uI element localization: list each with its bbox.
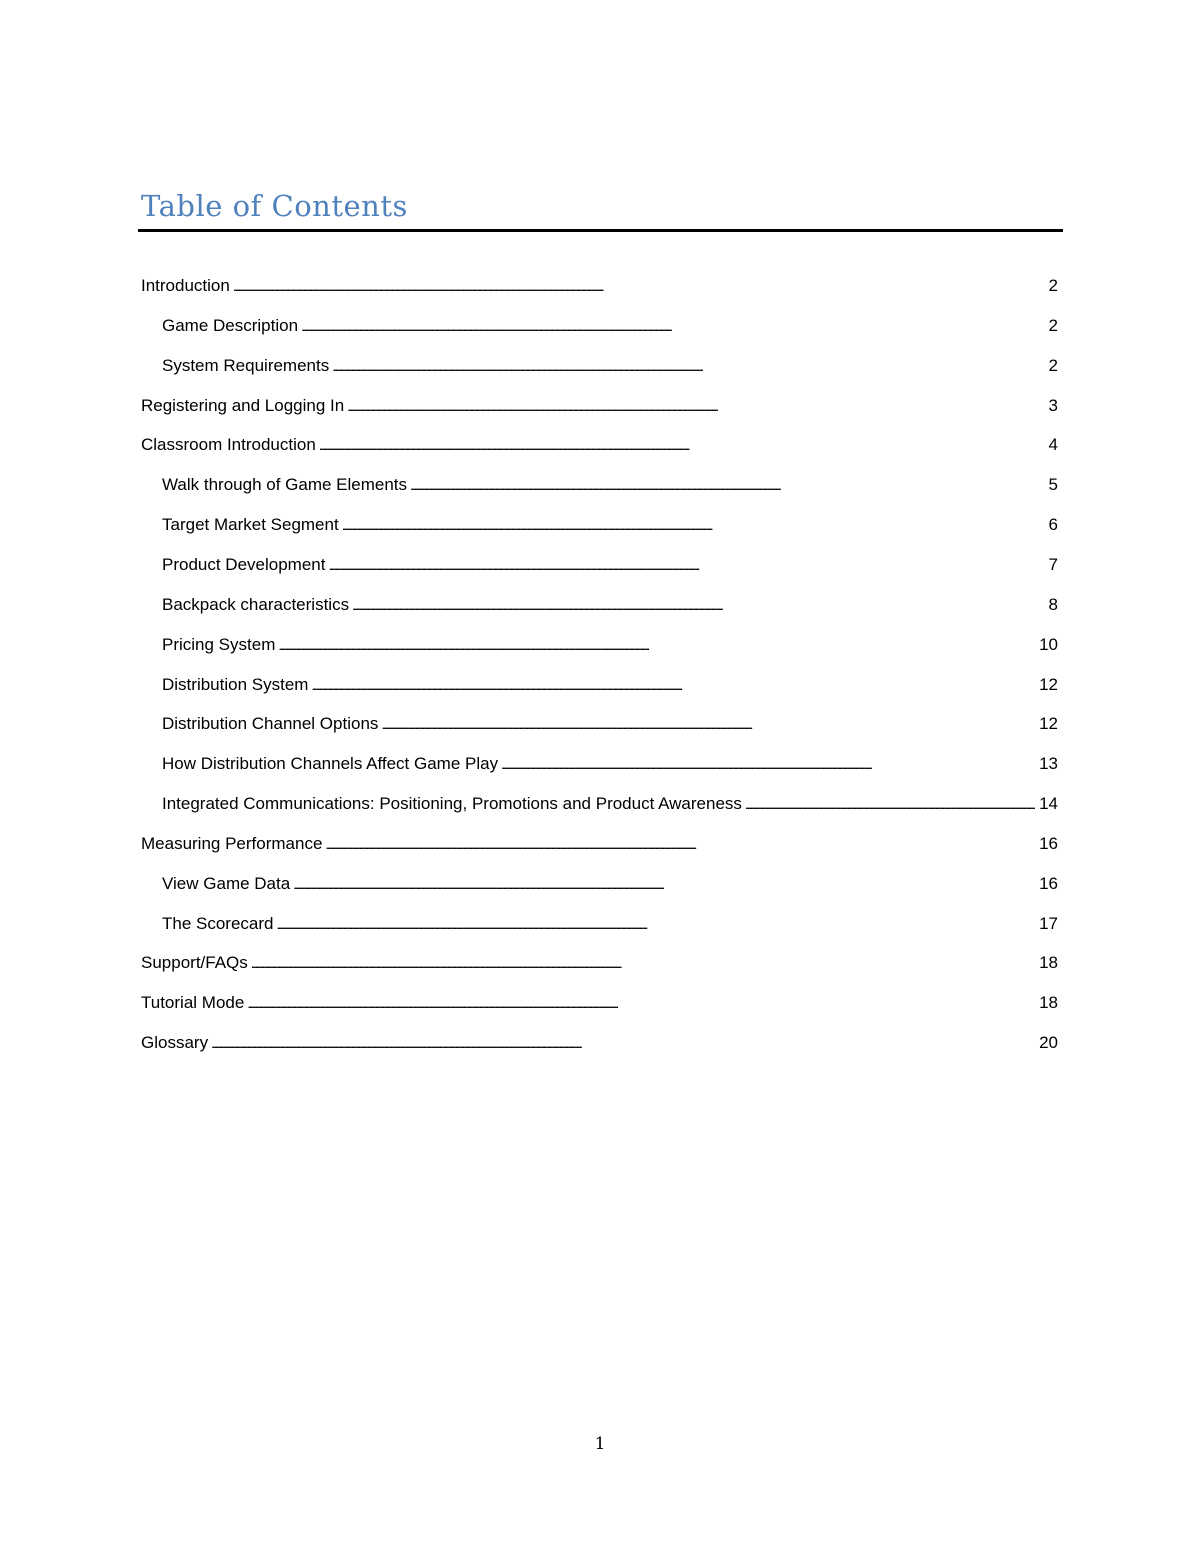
dot-leader — [328, 553, 1044, 578]
dot-leader — [301, 314, 1044, 339]
toc-entry-label: Pricing System — [162, 635, 276, 654]
toc-entry[interactable] — [141, 990, 1058, 1016]
toc-entry[interactable] — [141, 831, 1058, 857]
toc-entry-label: Product Development — [162, 555, 326, 574]
toc-entry-page-number: 8 — [1048, 595, 1058, 614]
toc-entry-page-number: 17 — [1039, 914, 1058, 933]
dot-leader — [745, 792, 1035, 817]
dot-leader — [352, 593, 1044, 618]
dot-leader — [247, 991, 1035, 1016]
toc-entry[interactable] — [162, 472, 1058, 498]
toc-entry-label: Registering and Logging In — [141, 396, 345, 415]
dot-leader — [342, 513, 1045, 538]
toc-entry-label: View Game Data — [162, 874, 291, 893]
toc-entry-page-number: 2 — [1048, 276, 1058, 295]
toc-entry-label: Glossary — [141, 1033, 209, 1052]
toc-entry[interactable] — [162, 552, 1058, 578]
dot-leader — [311, 673, 1035, 698]
toc-entry-label: Measuring Performance — [141, 834, 323, 853]
toc-entry[interactable] — [162, 313, 1058, 339]
toc-entry[interactable] — [141, 432, 1058, 458]
toc-entry-label: How Distribution Channels Affect Game Play — [162, 754, 499, 773]
toc-entry-label: System Requirements — [162, 356, 330, 375]
toc-entry-page-number: 2 — [1048, 316, 1058, 335]
toc-entry-page-number: 16 — [1039, 834, 1058, 853]
toc-entry-label: Target Market Segment — [162, 515, 339, 534]
toc-entry-label: Integrated Communications: Positioning, Promotions and Product Awareness — [162, 794, 742, 813]
toc-entry-page-number: 10 — [1039, 635, 1058, 654]
toc-entry[interactable] — [162, 751, 1058, 777]
toc-entry-page-number: 12 — [1039, 714, 1058, 733]
toc-entry-label: Classroom Introduction — [141, 435, 316, 454]
dot-leader — [277, 912, 1036, 937]
dot-leader — [319, 433, 1045, 458]
dot-leader — [410, 473, 1045, 498]
toc-entry[interactable] — [162, 592, 1058, 618]
dot-leader — [381, 712, 1035, 737]
toc-entry[interactable] — [162, 672, 1058, 698]
toc-entry-page-number: 5 — [1048, 475, 1058, 494]
toc-entry-page-number: 2 — [1048, 356, 1058, 375]
toc-entry[interactable] — [162, 711, 1058, 737]
toc-entry-label: Walk through of Game Elements — [162, 475, 408, 494]
toc-entry[interactable] — [162, 911, 1058, 937]
toc-entry-label: Distribution System — [162, 675, 309, 694]
toc-entry[interactable] — [141, 1030, 1058, 1056]
toc-entry-page-number: 13 — [1039, 754, 1058, 773]
toc-entry[interactable] — [141, 950, 1058, 976]
dot-leader — [293, 872, 1035, 897]
dot-leader — [501, 752, 1035, 777]
toc-entry-page-number: 3 — [1048, 396, 1058, 415]
toc-entry[interactable] — [162, 791, 1058, 817]
dot-leader — [278, 633, 1035, 658]
toc-entry-page-number: 18 — [1039, 953, 1058, 972]
toc-entry[interactable] — [141, 273, 1058, 299]
page-number: 1 — [594, 1434, 606, 1454]
toc-entry-page-number: 7 — [1048, 555, 1058, 574]
dot-leader — [347, 394, 1044, 419]
toc-entry-label: Game Description — [162, 316, 299, 335]
toc-entry-page-number: 14 — [1039, 794, 1058, 813]
toc-entry-page-number: 20 — [1039, 1033, 1058, 1052]
toc-entry[interactable] — [162, 512, 1058, 538]
toc-entry[interactable] — [162, 632, 1058, 658]
toc-entry-page-number: 16 — [1039, 874, 1058, 893]
toc-entry-label: Backpack characteristics — [162, 595, 350, 614]
toc-entry-page-number: 12 — [1039, 675, 1058, 694]
toc-entry-label: Support/FAQs — [141, 953, 248, 972]
dot-leader — [332, 354, 1044, 379]
toc-entry-label: Introduction — [141, 276, 230, 295]
toc-entry[interactable] — [141, 393, 1058, 419]
dot-leader — [325, 832, 1035, 857]
toc-entry-page-number: 4 — [1048, 435, 1058, 454]
toc-entry-page-number: 6 — [1048, 515, 1058, 534]
toc-entry-label: Tutorial Mode — [141, 993, 245, 1012]
dot-leader — [233, 274, 1045, 299]
heading-underline — [138, 229, 1063, 232]
toc-heading: Table of Contents — [141, 189, 408, 223]
toc-entry-label: Distribution Channel Options — [162, 714, 379, 733]
toc-entry[interactable] — [162, 353, 1058, 379]
toc-entry-label: The Scorecard — [162, 914, 274, 933]
dot-leader — [251, 951, 1035, 976]
toc-entry-page-number: 18 — [1039, 993, 1058, 1012]
dot-leader — [211, 1031, 1035, 1056]
toc-entry[interactable] — [162, 871, 1058, 897]
